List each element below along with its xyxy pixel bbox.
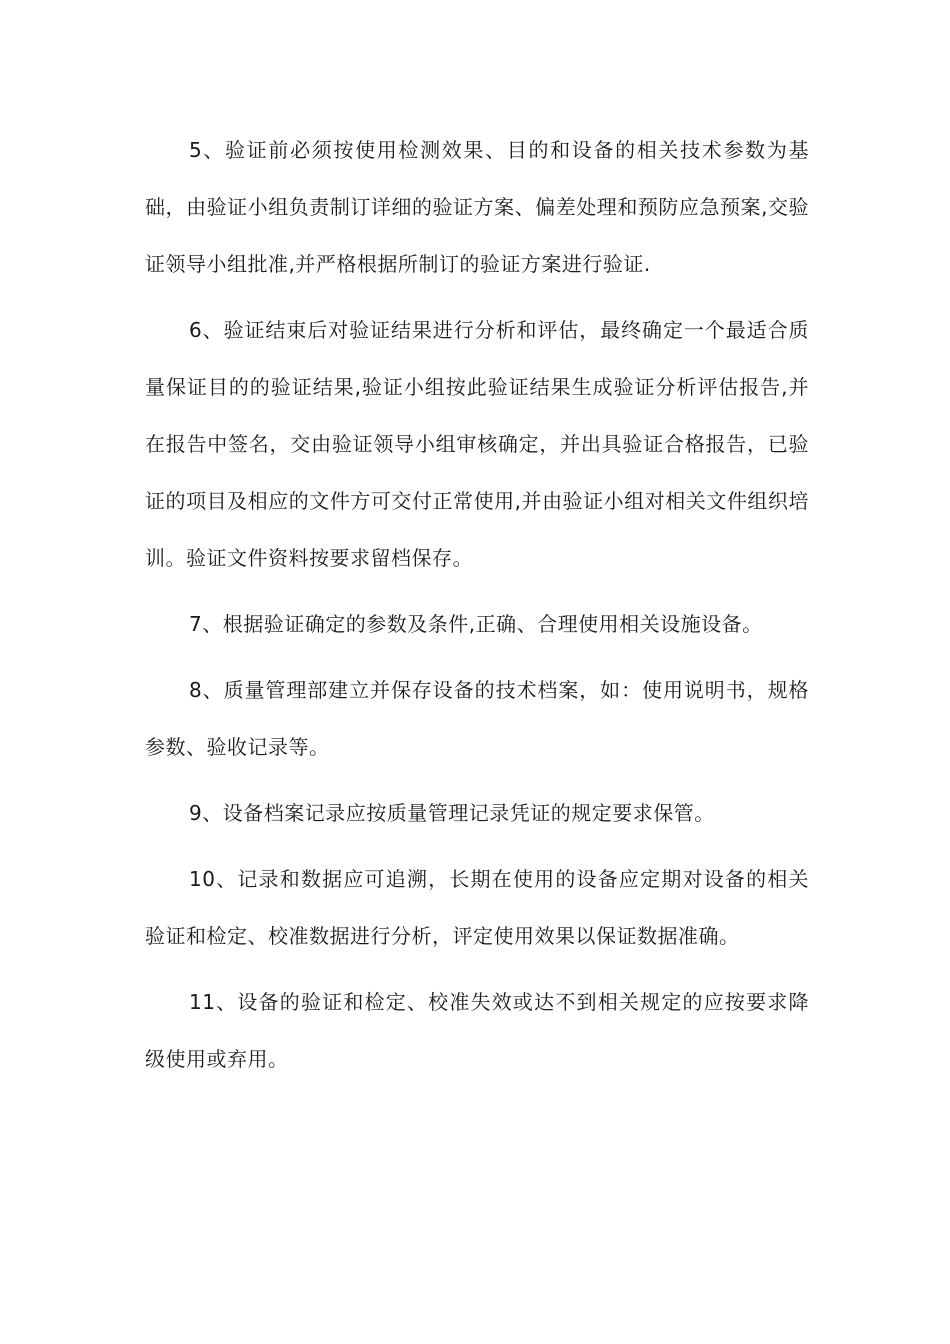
paragraph-10: 10、记录和数据应可追溯，长期在使用的设备应定期对设备的相关验证和检定、校准数据进行分析，评定使用效果以保证数据准确。 <box>145 867 809 948</box>
paragraph-7: 7、根据验证确定的参数及条件,正确、合理使用相关设施设备。 <box>189 612 763 636</box>
paragraph-6: 6、验证结束后对验证结果进行分析和评估，最终确定一个最适合质量保证目的的验证结果,验证小组按此验证结果生成验证分析评估报告,并在报告中签名，交由验证领导小组审核确定，并出具验证合格报告，已验证的项目及相应的文件方可交付正常使用,并由验证小组对相关文件组织培训。验证文件资料按要求留档保存。 <box>145 318 809 570</box>
paragraph-8: 8、质量管理部建立并保存设备的技术档案，如：使用说明书，规格参数、验收记录等。 <box>145 678 809 759</box>
paragraph-11: 11、设备的验证和检定、校准失效或达不到相关规定的应按要求降级使用或弃用。 <box>145 990 809 1071</box>
paragraph-9: 9、设备档案记录应按质量管理记录凭证的规定要求保管。 <box>189 801 715 825</box>
paragraph-5: 5、验证前必须按使用检测效果、目的和设备的相关技术参数为基础，由验证小组负责制订详细的验证方案、偏差处理和预防应急预案,交验证领导小组批准,并严格根据所制订的验证方案进行验证. <box>145 138 809 276</box>
document-body <box>145 122 809 1088</box>
